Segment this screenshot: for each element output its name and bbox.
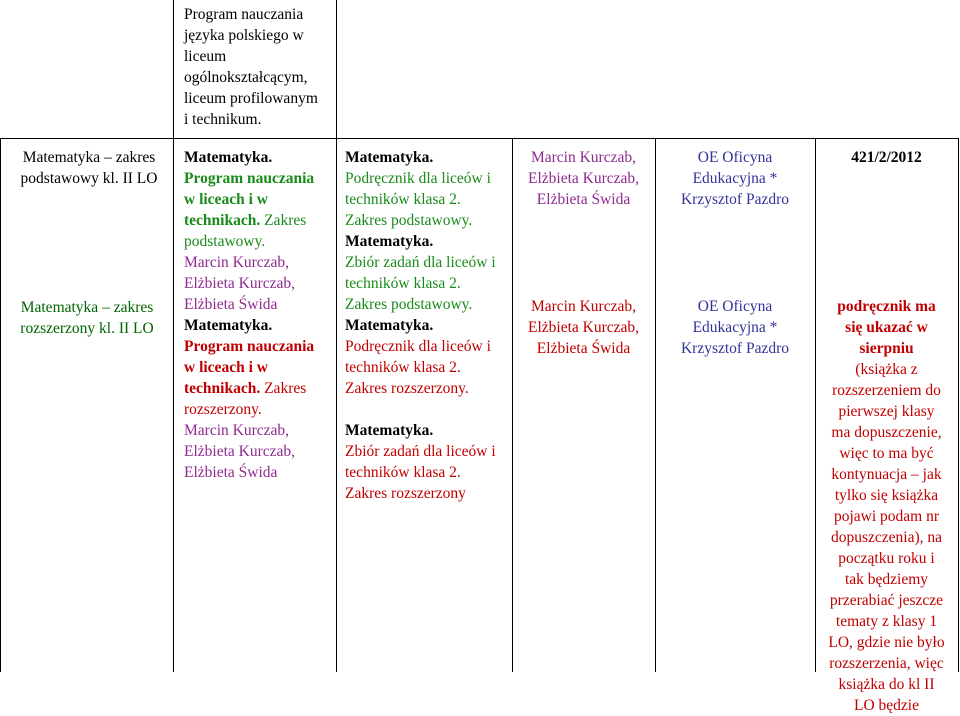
col-border-right [958, 138, 959, 672]
intro-line: ogólnokształcącym, [184, 69, 308, 86]
row2-approval [815, 296, 958, 716]
row1-approval [815, 147, 958, 168]
approval-note: więc to ma być [839, 445, 934, 462]
program-line: w liceach i w [184, 359, 268, 376]
approval-note: LO, gdzie nie było [828, 634, 945, 651]
intro-line: języka polskiego w [184, 27, 304, 44]
subject-line: Matematyka – zakres [20, 299, 154, 316]
author-line: Elżbieta Kurczab, [527, 170, 640, 187]
program-author: Elżbieta Kurczab, [184, 443, 296, 460]
author-line: Elżbieta Świda [536, 191, 631, 208]
program-line: Program nauczania [184, 338, 315, 355]
program-scope: rozszerzony. [184, 401, 262, 418]
textbooks-cell [345, 147, 496, 504]
book-line: techników klasa 2. [345, 359, 461, 376]
approval-note: ma dopuszczenie, [831, 424, 942, 441]
approval-note: tylko się książka [834, 487, 939, 504]
program-line: technikach. [184, 380, 261, 397]
intro-line: Program nauczania [184, 6, 304, 23]
program-title: Matematyka. [184, 317, 273, 334]
program-author: Elżbieta Świda [184, 296, 278, 313]
col-border-4 [655, 138, 656, 672]
program-title: Matematyka. [184, 149, 273, 166]
publisher-line: OE Oficyna [697, 149, 773, 166]
program-scope: Zakres [264, 380, 307, 397]
author-line: Elżbieta Kurczab, [527, 319, 640, 336]
publisher-line: Edukacyjna * [692, 319, 778, 336]
book-line: Zakres rozszerzony [345, 485, 466, 502]
book-title: Matematyka. [345, 422, 434, 439]
program-scope: Zakres [264, 212, 307, 229]
row1-authors [512, 147, 655, 210]
program-cell [184, 147, 314, 483]
program-author: Marcin Kurczab, [184, 254, 290, 271]
approval-note: tak będziemy [844, 571, 929, 588]
intro-line: liceum [184, 48, 227, 65]
program-line: w liceach i w [184, 191, 268, 208]
approval-note: rozszerzenia, więc [829, 655, 944, 672]
col-border-1 [173, 0, 174, 672]
row1-subject [10, 147, 168, 189]
program-line: Program nauczania [184, 170, 315, 187]
approval-note: pierwszej klasy [838, 403, 935, 420]
row2-publisher [655, 296, 815, 359]
program-author: Elżbieta Kurczab, [184, 275, 296, 292]
book-line: Podręcznik dla liceów i [345, 170, 491, 187]
program-author: Elżbieta Świda [184, 464, 278, 481]
publisher-line: Edukacyjna * [692, 170, 778, 187]
approval-note: przerabiać jeszcze [829, 592, 944, 609]
book-line: Zbiór zadań dla liceów i [345, 443, 496, 460]
publisher-line: OE Oficyna [697, 298, 773, 315]
approval-note-bold: sierpniu [859, 340, 914, 357]
intro-line: i technikum. [184, 111, 262, 128]
book-line: Zakres podstawowy. [345, 212, 473, 229]
approval-note: kontynuacja – jak [831, 466, 942, 483]
row2-subject [5, 297, 169, 339]
approval-note: książka do kl II [838, 676, 935, 693]
subject-line: rozszerzony kl. II LO [20, 320, 154, 337]
approval-note: tematy z klasy 1 [835, 613, 938, 630]
row1-publisher [655, 147, 815, 210]
subject-line: Matematyka – zakres [22, 149, 156, 166]
book-line: Zakres podstawowy. [345, 296, 473, 313]
row2-authors [512, 296, 655, 359]
book-title: Matematyka. [345, 149, 434, 166]
book-line: techników klasa 2. [345, 191, 461, 208]
col-border-left [0, 138, 1, 672]
approval-number: 421/2/2012 [851, 149, 922, 166]
author-line: Marcin Kurczab, [530, 298, 636, 315]
publisher-line: Krzysztof Pazdro [680, 340, 790, 357]
program-line: technikach. [184, 212, 261, 229]
row-border-top [0, 138, 959, 139]
col-border-2 [336, 0, 337, 672]
book-line: Podręcznik dla liceów i [345, 338, 491, 355]
book-title: Matematyka. [345, 233, 434, 250]
approval-note-bold: się ukazać w [845, 319, 928, 336]
book-line: techników klasa 2. [345, 275, 461, 292]
subject-line: podstawowy kl. II LO [20, 170, 158, 187]
publisher-line: Krzysztof Pazdro [680, 191, 790, 208]
book-line: Zakres rozszerzony. [345, 380, 469, 397]
approval-note: (książka z [855, 361, 918, 378]
book-line: techników klasa 2. [345, 464, 461, 481]
approval-note: dopuszczenia), na [830, 529, 943, 546]
col-border-3 [512, 138, 513, 672]
program-scope: podstawowy. [184, 233, 266, 250]
author-line: Marcin Kurczab, [530, 149, 636, 166]
intro-line: liceum profilowanym [184, 90, 318, 107]
book-title: Matematyka. [345, 317, 434, 334]
intro-cell [184, 4, 318, 130]
author-line: Elżbieta Świda [536, 340, 631, 357]
approval-note: rozszerzeniem do [832, 382, 941, 399]
book-line: Zbiór zadań dla liceów i [345, 254, 496, 271]
approval-note: początku roku i [838, 550, 935, 567]
program-author: Marcin Kurczab, [184, 422, 290, 439]
approval-note: LO będzie [854, 697, 919, 714]
approval-note: pojawi podam nr [833, 508, 940, 525]
approval-note-bold: podręcznik ma [837, 298, 936, 315]
